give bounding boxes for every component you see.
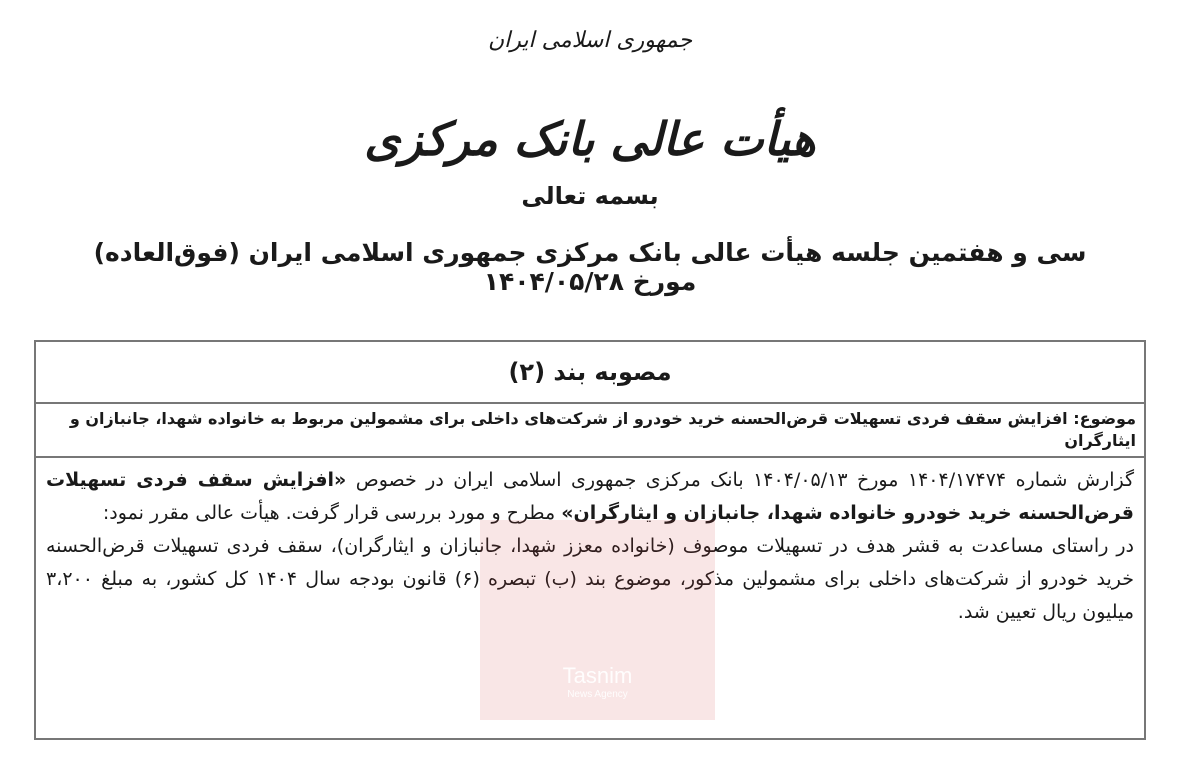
bismillah: بسمه تعالی [521, 182, 659, 210]
letterhead-council: هیأت عالی بانک مرکزی [364, 112, 816, 166]
letterhead-republic: جمهوری اسلامی ایران [487, 28, 693, 53]
report-title-bold: «افزایش سقف فردی تسهیلات قرض‌الحسنه خرید خودرو خانواده شهدا، جانبازان و ایثارگران» [46, 469, 1134, 524]
report-text-end: مطرح و مورد بررسی قرار گرفت. هیأت عالی مقرر نمود: [102, 502, 562, 524]
paragraph-decision: در راستای مساعدت به قشر هدف در تسهیلات موصوف (خانواده معزز شهدا، جانبازان و ایثارگران)، سقف فردی تسهیلات قرض‌الحسنه خرید خودرو از شرکت‌های داخلی برای مشمولین مذکور، موضوع بند (ب) تبصره (۶) قانون بودجه سال ۱۴۰۴ کل کشور، به مبلغ ۳،۲۰۰ میلیون ریال تعیین شد. [46, 535, 1134, 623]
session-title: سی و هفتمین جلسه هیأت عالی بانک مرکزی جمهوری اسلامی ایران (فوق‌العاده) مورخ ۱۴۰۴/۰۵/۲۸ [93, 238, 1087, 296]
resolution-subject: موضوع: افزایش سقف فردی تسهیلات قرض‌الحسنه خرید خودرو از شرکت‌های داخلی برای مشمولین مربوط به خانواده شهدا، جانبازان و ایثارگران [36, 404, 1144, 458]
watermark-name: Tasnim [562, 663, 633, 688]
resolution-heading: مصوبه بند (۲) [36, 342, 1144, 404]
report-text: گزارش شماره ۱۴۰۴/۱۷۴۷۴ مورخ ۱۴۰۴/۰۵/۱۳ بانک مرکزی جمهوری اسلامی ایران در خصوص [346, 469, 1135, 491]
watermark-sub: News Agency [567, 689, 628, 700]
tasnim-watermark [480, 520, 715, 720]
